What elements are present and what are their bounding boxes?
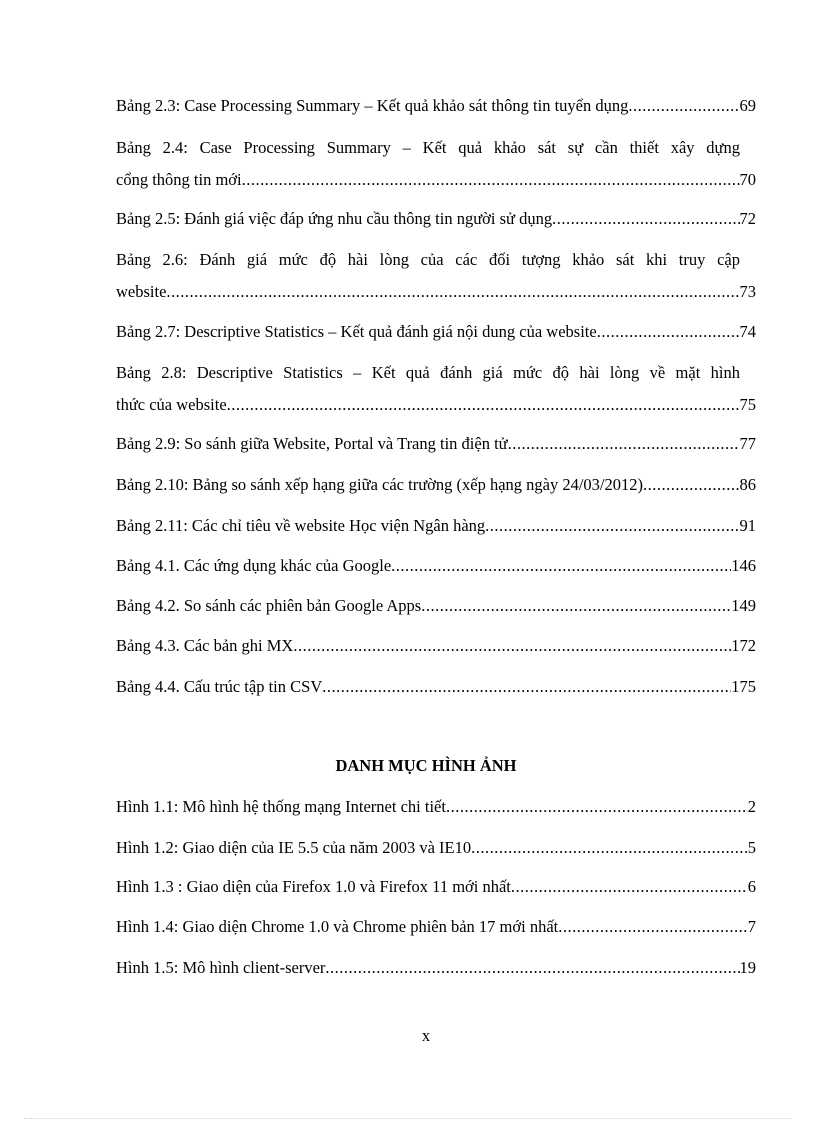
- toc-entry-page: 149: [731, 596, 756, 615]
- toc-entry-table-2-5[interactable]: [116, 209, 756, 229]
- leader-dots: [242, 170, 740, 190]
- toc-entry-label-line2: website: [116, 282, 167, 301]
- toc-entry-label: Bảng 2.9: So sánh giữa Website, Portal và Trang tin điện tử: [116, 434, 508, 453]
- toc-entry-table-2-7[interactable]: [116, 322, 756, 342]
- toc-entry-label-line2: thức của website: [116, 395, 227, 414]
- toc-entry-page: 70: [739, 170, 756, 189]
- toc-entry-label: Bảng 2.7: Descriptive Statistics – Kết quả đánh giá nội dung của website: [116, 322, 597, 341]
- toc-entry-label: Bảng 2.3: Case Processing Summary – Kết quả khảo sát thông tin tuyển dụng: [116, 96, 629, 115]
- leader-dots: [597, 322, 740, 342]
- toc-entry-table-4-4[interactable]: [116, 677, 756, 697]
- toc-entry-table-4-2[interactable]: [116, 596, 756, 616]
- toc-entry-table-4-3[interactable]: [116, 636, 756, 656]
- toc-entry-figure-1-2[interactable]: [116, 838, 756, 858]
- leader-dots: [166, 282, 739, 302]
- leader-dots: [322, 677, 731, 697]
- toc-entry-label: Hình 1.5: Mô hình client-server: [116, 958, 326, 977]
- toc-entry-page: 146: [731, 556, 756, 575]
- toc-entry-page: 2: [747, 797, 756, 816]
- toc-entry-table-2-6[interactable]: [116, 250, 756, 302]
- toc-entry-label-line1: Bảng 2.4: Case Processing Summary – Kết quả khảo sát sự cần thiết xây dựng: [116, 138, 740, 157]
- leader-dots: [511, 877, 748, 897]
- toc-entry-table-2-11[interactable]: [116, 516, 756, 536]
- toc-entry-label: Bảng 4.4. Cấu trúc tập tin CSV: [116, 677, 323, 696]
- figures-heading: DANH MỤC HÌNH ẢNH: [335, 756, 517, 775]
- toc-entry-label: Hình 1.1: Mô hình hệ thống mạng Internet chi tiết: [116, 797, 446, 816]
- toc-entry-label: Hình 1.3 : Giao diện của Firefox 1.0 và Firefox 11 mới nhất: [116, 877, 511, 896]
- toc-entry-page: 7: [747, 917, 756, 936]
- toc-entry-page: 91: [739, 516, 756, 535]
- toc-entry-label: Bảng 4.2. So sánh các phiên bản Google Apps: [116, 596, 422, 615]
- toc-entry-figure-1-1[interactable]: [116, 797, 756, 817]
- leader-dots: [471, 838, 748, 858]
- toc-entry-page: 19: [739, 958, 756, 977]
- toc-entry-label: Bảng 4.1. Các ứng dụng khác của Google: [116, 556, 392, 575]
- toc-entry-label: Bảng 2.5: Đánh giá việc đáp ứng nhu cầu thông tin người sử dụng: [116, 209, 553, 228]
- leader-dots: [325, 958, 739, 978]
- toc-entry-table-2-9[interactable]: [116, 434, 756, 454]
- toc-entry-table-2-10[interactable]: [116, 475, 756, 495]
- toc-entry-label: Bảng 2.10: Bảng so sánh xếp hạng giữa các trường (xếp hạng ngày 24/03/2012): [116, 475, 644, 494]
- leader-dots: [446, 797, 748, 817]
- page-number: x: [421, 1026, 431, 1045]
- leader-dots: [391, 556, 731, 576]
- leader-dots: [485, 516, 739, 536]
- toc-entry-page: 74: [739, 322, 756, 341]
- toc-entry-figure-1-3[interactable]: [116, 877, 756, 897]
- leader-dots: [643, 475, 739, 495]
- toc-entry-table-2-3[interactable]: [116, 96, 756, 116]
- toc-entry-table-2-8[interactable]: [116, 363, 756, 415]
- toc-entry-page: 75: [739, 395, 756, 414]
- toc-entry-page: 6: [747, 877, 756, 896]
- toc-entry-page: 77: [739, 434, 756, 453]
- toc-entry-page: 5: [747, 838, 756, 857]
- toc-entry-page: 172: [731, 636, 756, 655]
- toc-entry-figure-1-5[interactable]: [116, 958, 756, 978]
- toc-entry-label: Hình 1.2: Giao diện của IE 5.5 của năm 2003 và IE10: [116, 838, 472, 857]
- toc-entry-label: Hình 1.4: Giao diện Chrome 1.0 và Chrome phiên bản 17 mới nhất: [116, 917, 559, 936]
- toc-entry-page: 86: [739, 475, 756, 494]
- toc-entry-label: Bảng 4.3. Các bản ghi MX: [116, 636, 294, 655]
- leader-dots: [508, 434, 740, 454]
- toc-entry-page: 72: [739, 209, 756, 228]
- toc-entry-label: Bảng 2.11: Các chỉ tiêu về website Học viện Ngân hàng: [116, 516, 486, 535]
- leader-dots: [552, 209, 739, 229]
- toc-entry-label-line1: Bảng 2.8: Descriptive Statistics – Kết quả đánh giá mức độ hài lòng về mặt hình: [116, 363, 740, 382]
- leader-dots: [558, 917, 748, 937]
- toc-entry-label-line1: Bảng 2.6: Đánh giá mức độ hài lòng của các đối tượng khảo sát khi truy cập: [116, 250, 740, 269]
- toc-entry-table-2-4[interactable]: [116, 138, 756, 190]
- leader-dots: [628, 96, 739, 116]
- leader-dots: [421, 596, 731, 616]
- page-bottom-divider: [24, 1118, 792, 1119]
- toc-entry-figure-1-4[interactable]: [116, 917, 756, 937]
- toc-entry-page: 175: [731, 677, 756, 696]
- leader-dots: [227, 395, 740, 415]
- toc-entry-page: 73: [739, 282, 756, 301]
- toc-entry-table-4-1[interactable]: [116, 556, 756, 576]
- toc-entry-page: 69: [739, 96, 756, 115]
- toc-entry-label-line2: cổng thông tin mới: [116, 170, 242, 189]
- leader-dots: [293, 636, 731, 656]
